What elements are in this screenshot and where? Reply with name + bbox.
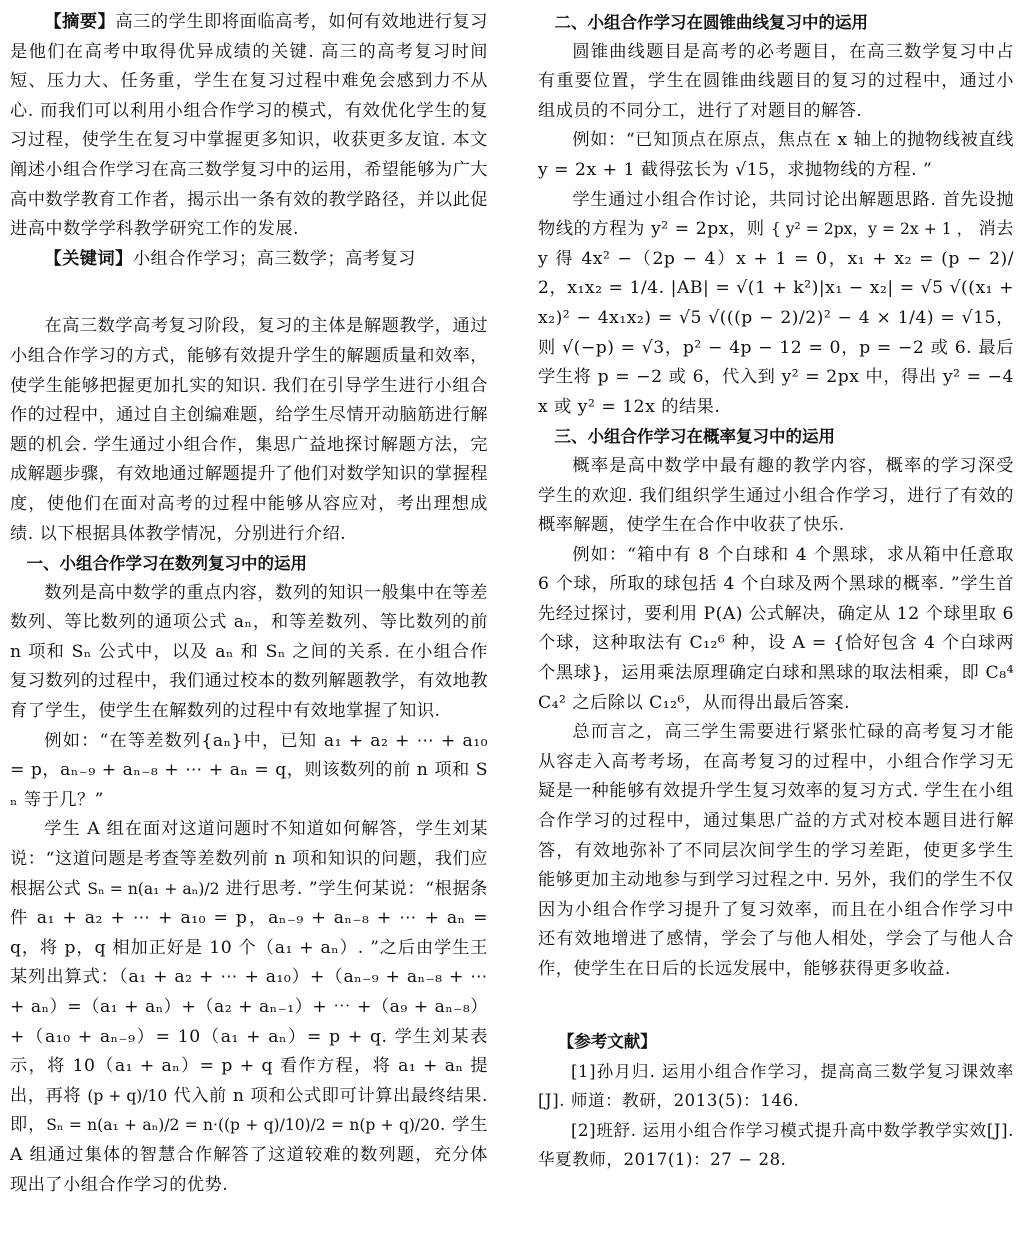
left-column xyxy=(10,8,488,1200)
reference-item: [2]班舒. 运用小组合作学习模式提升高中数学教学实效[J]. 华夏教师，2017(1)：27 − 28. xyxy=(538,1120,1014,1170)
section1-heading: 一、小组合作学习在数列复习中的运用 xyxy=(26,554,307,574)
abstract-label: 【摘要】 xyxy=(44,12,116,32)
section2-paragraph: 圆锥曲线题目是高考的必考题目，在高三数学复习中占有重要位置，学生在圆锥曲线题目的复习的过程中，通过小组成员的不同分工，进行了对题目的解答. xyxy=(538,41,1014,121)
conclusion-paragraph: 总而言之，高三学生需要进行紧张忙碌的高考复习才能从容走入高考考场，在高考复习的过程中，小组合作学习无疑是一种能够有效提升学生复习效率的复习方式. 学生在小组合作学习的过程中，通过集思广益的方式对校本题目进行解答，有效地弥补了不同层次间学生的学习差距，使更多学生能够更加主动地参与到学习过程之中. 另外，我们的学生不仅因为小组合作学习提升了复习效率，而且在小组合作学习中还有效地增进了感情，学会了与他人相处，学会了与他人合作，使学生在日后的长远发展中，能够获得更多收益. xyxy=(538,722,1014,979)
intro-paragraph: 在高三数学高考复习阶段，复习的主体是解题教学，通过小组合作学习的方式，能够有效提升学生的解题质量和效率，使学生能够把握更加扎实的知识. 我们在引导学生进行小组合作的过程中，通过自主创编难题，给学生尽情开动脑筋进行解题的机会. 学生通过小组合作，集思广益地探讨解题方法，完成解题步骤，有效地通过解题提升了他们对数学知识的掌握程度，使他们在面对高考的过程中能够从容应对，考出理想成绩. 以下根据具体教学情况，分别进行介绍. xyxy=(10,316,488,544)
discussion-text-b: 进行思考. ”学生何某说：“根据条件 a₁ + a₂ + ⋯ + a₁₀ = p，aₙ₋₉ + aₙ₋₈ + ⋯ + aₙ = q，将 p，q 相加正好是 10 个（a₁ + aₙ）. ”之后由学生王某列出算式：（a₁ + a₂ + ⋯ + a₁₀）+（aₙ₋₉ + aₙ₋₈ + ⋯ + aₙ）=（a₁ + aₙ）+（a₂ + aₙ₋₁）+ ⋯ +（a₉ + aₙ₋₈）+（a₁₀ + aₙ₋₉）= 10（a₁ + aₙ）= p + q. 学生刘某表示，将 10（a₁ + aₙ）= p + q 看作方程，将 a₁ + aₙ 提出，再将 xyxy=(10,878,488,1106)
keywords-text: 小组合作学习；高三数学；高考复习 xyxy=(132,248,416,269)
section1-paragraph: 数列是高中数学的重点内容，数列的知识一般集中在等差数列、等比数列的通项公式 aₙ，和等差数列、等比数列的前 n 项和 Sₙ 公式中，以及 aₙ 和 Sₙ 之间的关系. 在小组合作复习数列的过程中，我们通过校本的数列解题教学，有效地教育了学生，使学生在解数列的过程中有效地掌握了知识. xyxy=(10,582,488,722)
abstract-paragraph xyxy=(10,8,488,245)
keywords-label: 【关键词】 xyxy=(44,248,133,269)
section1-discussion xyxy=(10,815,488,1200)
sn-formula: Sₙ = n(a₁ + aₙ)/2 xyxy=(87,879,220,898)
discussion-text-a: 学生 A 组在面对这道问题时不知道如何解答，学生刘某说：“这道问题是考查等差数列前 n 项和知识的问题，我们应根据公式 xyxy=(10,819,488,899)
equation-system: { y² = 2px，y = 2x + 1 ， xyxy=(770,220,973,239)
right-column xyxy=(538,8,1014,1175)
section3-example: 例如：“箱中有 8 个白球和 4 个黑球，求从箱中任意取 6 个球，所取的球包括 4 个白球及两个黑球的概率. ”学生首先经过探讨，要利用 P(A) 公式解决，确定从 12 个球里取 6 个球，这种取法有 C₁₂⁶ 种，设 A = {恰好包含 4 个白球两个黑球}，运用乘法原理确定白球和黑球的取法相乘，即 C₈⁴C₄² 之后除以 C₁₂⁶，从而得出最后答案. xyxy=(538,544,1014,713)
references-heading: 【参考文献】 xyxy=(557,1031,657,1051)
discussion-text-d: . 学生 A 组通过集体的智慧合作解答了这道较难的数列题，充分体现出了小组合作学习的优势. xyxy=(10,1115,488,1195)
section2-example: 例如：“已知顶点在原点，焦点在 x 轴上的抛物线被直线 y = 2x + 1 截得弦长为 √15，求抛物线的方程. ” xyxy=(538,130,1014,180)
keywords-paragraph xyxy=(10,245,488,275)
section2-heading: 二、小组合作学习在圆锥曲线复习中的运用 xyxy=(554,13,868,32)
section1-example: 例如：“在等差数列{aₙ}中，已知 a₁ + a₂ + ⋯ + a₁₀ = p，aₙ₋₉ + aₙ₋₈ + ⋯ + aₙ = q，则该数列的前 n 项和 Sₙ 等于几？” xyxy=(10,730,488,810)
reference-item: [1]孙月归. 运用小组合作学习，提高高三数学复习课效率[J]. 师道：教研，2013(5)：146. xyxy=(538,1061,1014,1111)
discussion-text-c: 代入前 n 项和公式即可计算出最终结果. 即， xyxy=(10,1085,488,1136)
section2-solution xyxy=(538,186,1014,423)
abstract-text: 高三的学生即将面临高考，如何有效地进行复习是他们在高考中取得优异成绩的关键. 高三的高考复习时间短、压力大、任务重，学生在复习过程中难免会感到力不从心. 而我们可以利用小组合作学习的模式，有效优化学生的复习过程，使学生在复习中掌握更多知识，收获更多友谊. 本文阐述小组合作学习在高三数学复习中的运用，希望能够为广大高中数学教育工作者，揭示出一条有效的教学路径，并以此促进高中数学学科教学研究工作的发展. xyxy=(10,12,488,240)
section3-heading: 三、小组合作学习在概率复习中的运用 xyxy=(554,427,835,447)
solution-text-b: 消去 y 得 4x² −（2p − 4）x + 1 = 0，x₁ + x₂ = (p − 2)/2，x₁x₂ = 1/4. |AB| = √(1 + k²)|x₁ − x₂| = √5 √((x₁ + x₂)² − 4x₁x₂) = √5 √(((p − 2)/2)² − 4 × 1/4) = √15，则 √(−p) = √3，p² − 4p − 12 = 0，p = −2 或 6. 最后学生将 p = −2 或 6，代入到 y² = 2px 中，得出 y² = −4x 或 y² = 12x 的结果. xyxy=(538,219,1014,417)
section3-paragraph: 概率是高中数学中最有趣的教学内容，概率的学习深受学生的欢迎. 我们组织学生通过小组合作学习，进行了有效的概率解题，使学生在合作中收获了快乐. xyxy=(538,455,1014,536)
final-result-formula: Sₙ = n(a₁ + aₙ)/2 = n·((p + q)/10)/2 = n(p + q)/20 xyxy=(46,1116,440,1135)
solution-text-a: 学生通过小组合作讨论，共同讨论出解题思路. 首先设抛物线的方程为 y² = 2px，则 xyxy=(538,189,1014,240)
p-plus-q-fraction: (p + q)/10 xyxy=(87,1086,168,1105)
